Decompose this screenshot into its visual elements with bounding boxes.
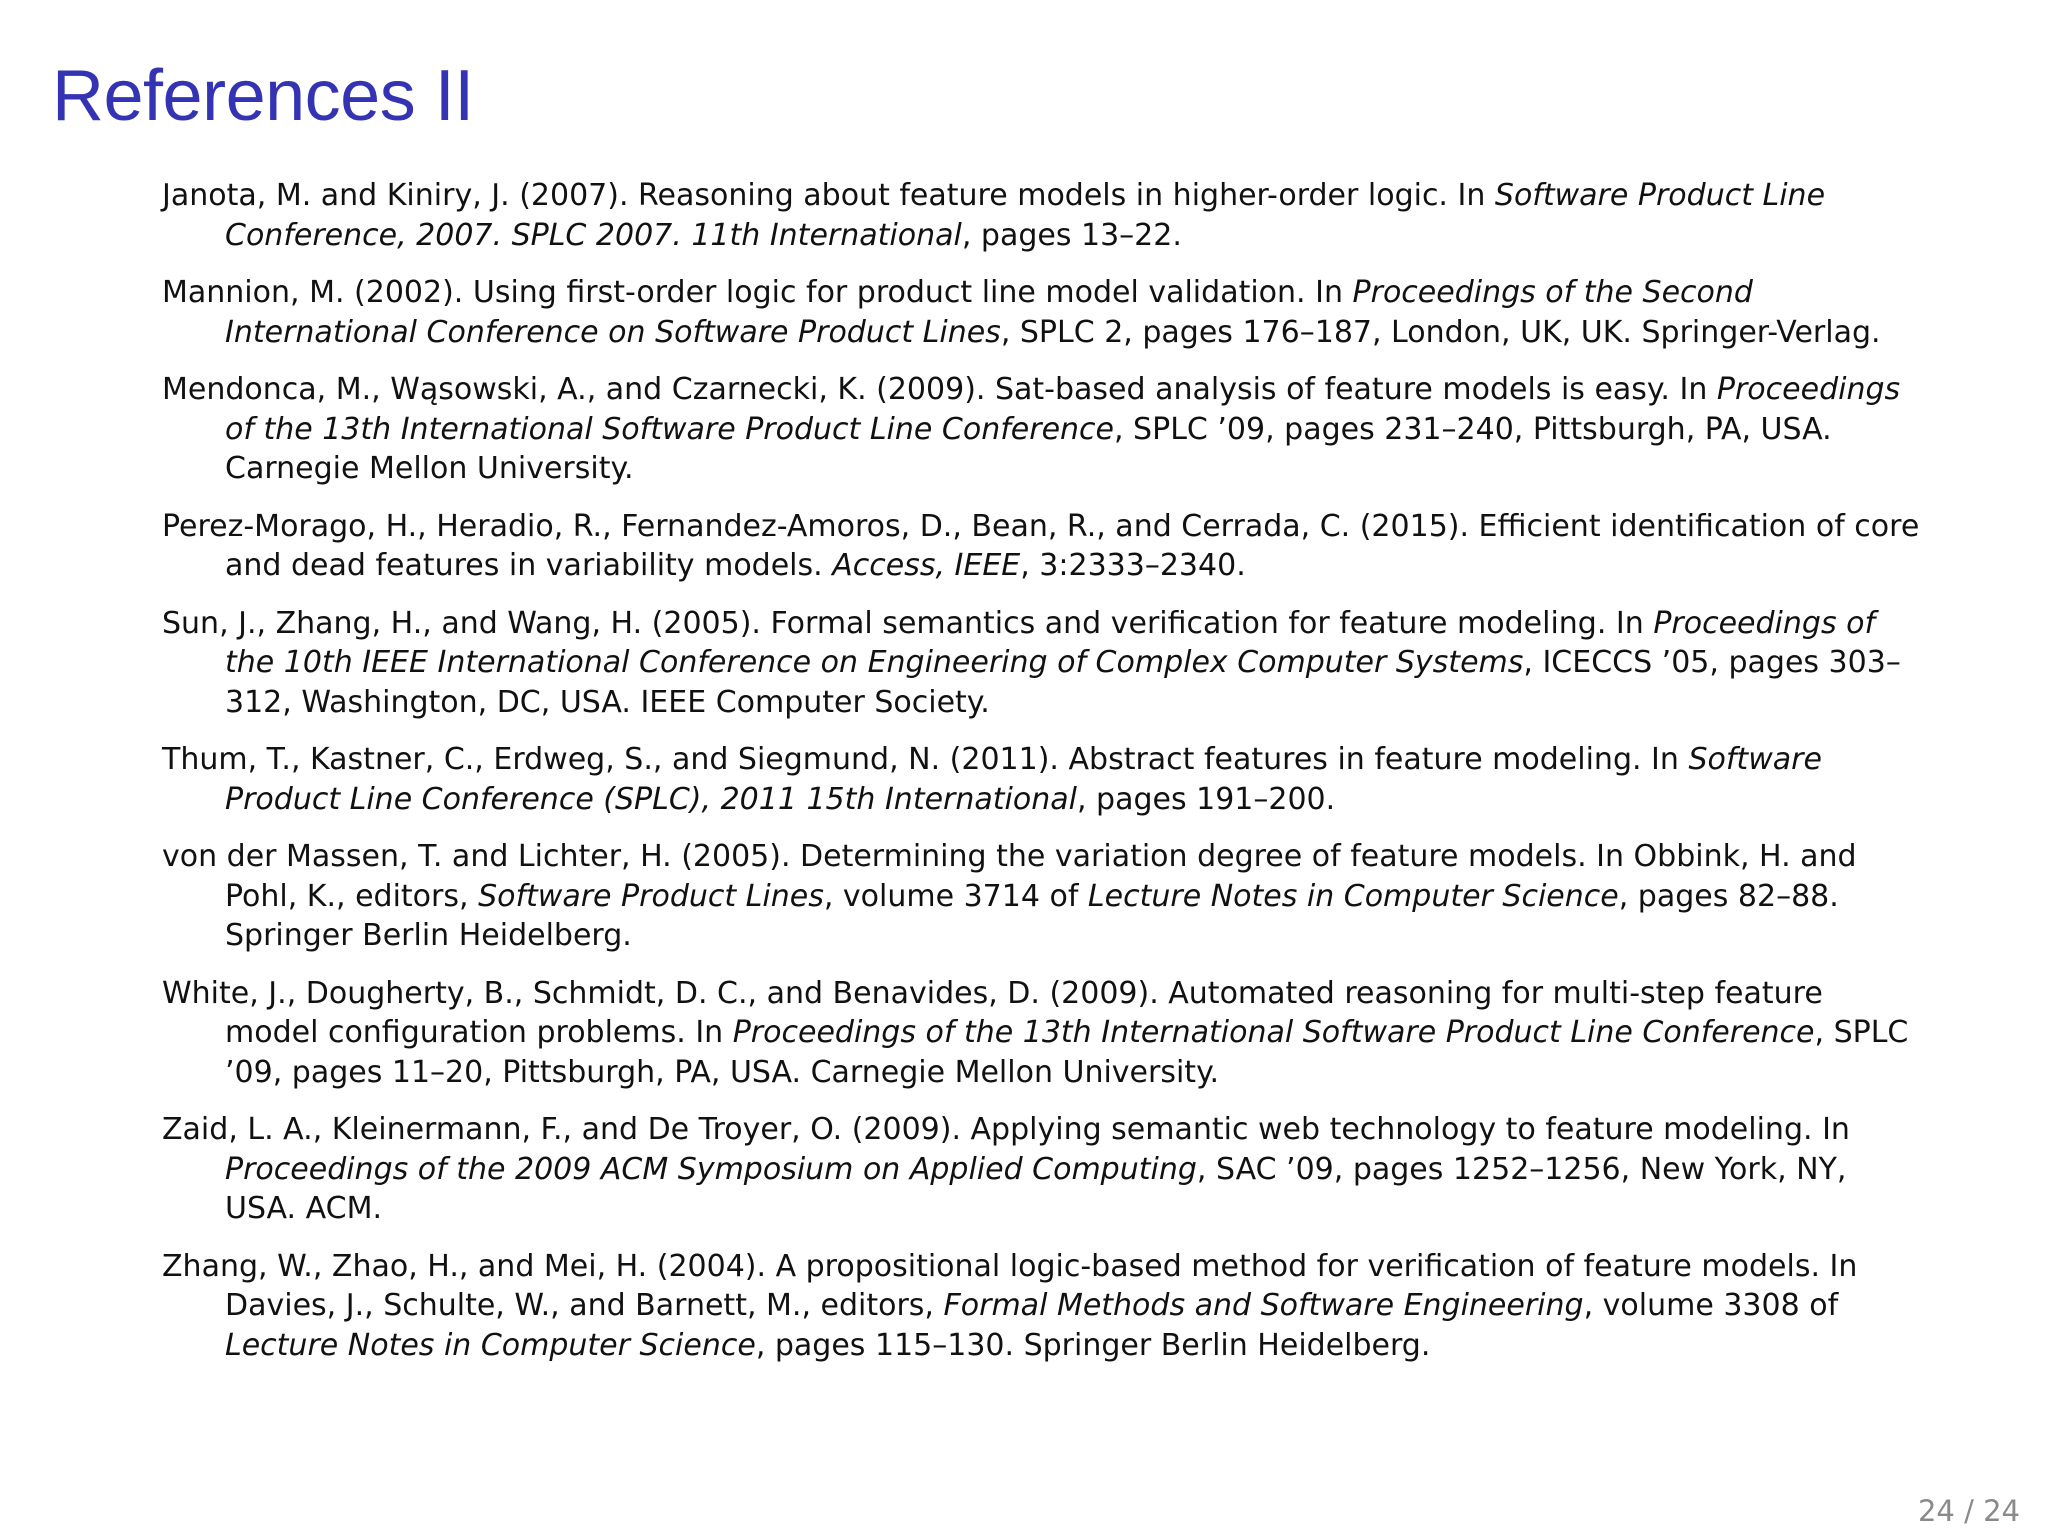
reference-details: , SPLC 2, pages 176–187, London, UK, UK. Springer-Verlag.: [1000, 314, 1881, 350]
reference-item: [162, 604, 1922, 723]
reference-text: von der Massen, T. and Lichter, H. (2005). Determining the variation degree of feature models. In Obbink, H. and Pohl, K., editors,: [162, 839, 1857, 914]
slide-title: References II: [52, 56, 474, 136]
reference-details: , SPLC ’09, pages 11–20, Pittsburgh, PA, USA. Carnegie Mellon University.: [225, 1015, 1909, 1090]
reference-text: Zhang, W., Zhao, H., and Mei, H. (2004). A propositional logic-based method for verification of feature models. In Davies, J., Schulte, W., and Barnett, M., editors,: [162, 1248, 1858, 1323]
reference-venue: Software Product Line Conference, 2007. SPLC 2007. 11th International: [225, 178, 1826, 253]
reference-item: [162, 1110, 1922, 1229]
reference-venue: Proceedings of the 10th IEEE International Conference on Engineering of Complex Computer Systems: [225, 605, 1876, 680]
reference-details: , ICECCS ’05, pages 303–312, Washington, DC, USA. IEEE Computer Society.: [225, 645, 1901, 720]
reference-venue: Proceedings of the 13th International Software Product Line Conference: [732, 1015, 1815, 1050]
reference-list: [162, 176, 1922, 1383]
reference-text: Sun, J., Zhang, H., and Wang, H. (2005). Formal semantics and verification for feature modeling. In: [162, 605, 1654, 641]
reference-text: Mannion, M. (2002). Using first-order logic for product line model validation. In: [162, 275, 1353, 310]
reference-text: Janota, M. and Kiniry, J. (2007). Reasoning about feature models in higher-order logic. In: [162, 178, 1495, 213]
reference-text: Perez-Morago, H., Heradio, R., Fernandez-Amoros, D., Bean, R., and Cerrada, C. (2015). Efficient identification of core and dead features in variability models.: [162, 508, 1920, 583]
reference-venue: Software Product Line Conference (SPLC), 2011 15th International: [225, 742, 1822, 817]
reference-item: [162, 273, 1922, 352]
page-number: 24 / 24: [1917, 1494, 2020, 1528]
reference-item: [162, 740, 1922, 819]
reference-venue: Access, IEEE: [832, 548, 1021, 583]
reference-text: Thum, T., Kastner, C., Erdweg, S., and Siegmund, N. (2011). Abstract features in feature modeling. In: [162, 742, 1689, 777]
reference-series: Lecture Notes in Computer Science: [225, 1327, 756, 1363]
reference-details: , SPLC ’09, pages 231–240, Pittsburgh, PA, USA. Carnegie Mellon University.: [225, 411, 1832, 486]
reference-volume: , volume 3714 of: [823, 878, 1088, 914]
reference-text: White, J., Dougherty, B., Schmidt, D. C., and Benavides, D. (2009). Automated reasoning for multi-step feature model configuration problems. In: [162, 975, 1823, 1050]
reference-details: , pages 82–88. Springer Berlin Heidelberg.: [225, 878, 1839, 953]
reference-venue: Software Product Lines: [478, 878, 824, 914]
reference-series: Lecture Notes in Computer Science: [1087, 878, 1619, 914]
reference-volume: , volume 3308 of: [1583, 1288, 1839, 1323]
reference-venue: Proceedings of the 13th International Software Product Line Conference: [225, 372, 1901, 447]
reference-item: [162, 507, 1922, 586]
reference-text: Zaid, L. A., Kleinermann, F., and De Troyer, O. (2009). Applying semantic web technology to feature modeling. In: [162, 1112, 1850, 1147]
reference-venue: Proceedings of the 2009 ACM Symposium on Applied Computing: [225, 1151, 1197, 1187]
reference-venue: Formal Methods and Software Engineering: [943, 1288, 1584, 1323]
reference-text: Mendonca, M., Wąsowski, A., and Czarnecki, K. (2009). Sat-based analysis of feature models is easy. In: [162, 372, 1717, 407]
reference-details: , 3:2333–2340.: [1020, 548, 1246, 583]
reference-item: [162, 1247, 1922, 1366]
reference-item: [162, 370, 1922, 489]
reference-venue: Proceedings of the Second International Conference on Software Product Lines: [225, 275, 1753, 350]
reference-details: , pages 13–22.: [961, 217, 1182, 253]
reference-details: , pages 115–130. Springer Berlin Heidelberg.: [755, 1327, 1431, 1363]
reference-item: [162, 837, 1922, 956]
reference-details: , pages 191–200.: [1076, 781, 1336, 817]
reference-item: [162, 974, 1922, 1093]
reference-details: , SAC ’09, pages 1252–1256, New York, NY, USA. ACM.: [225, 1151, 1847, 1226]
reference-item: [162, 176, 1922, 255]
